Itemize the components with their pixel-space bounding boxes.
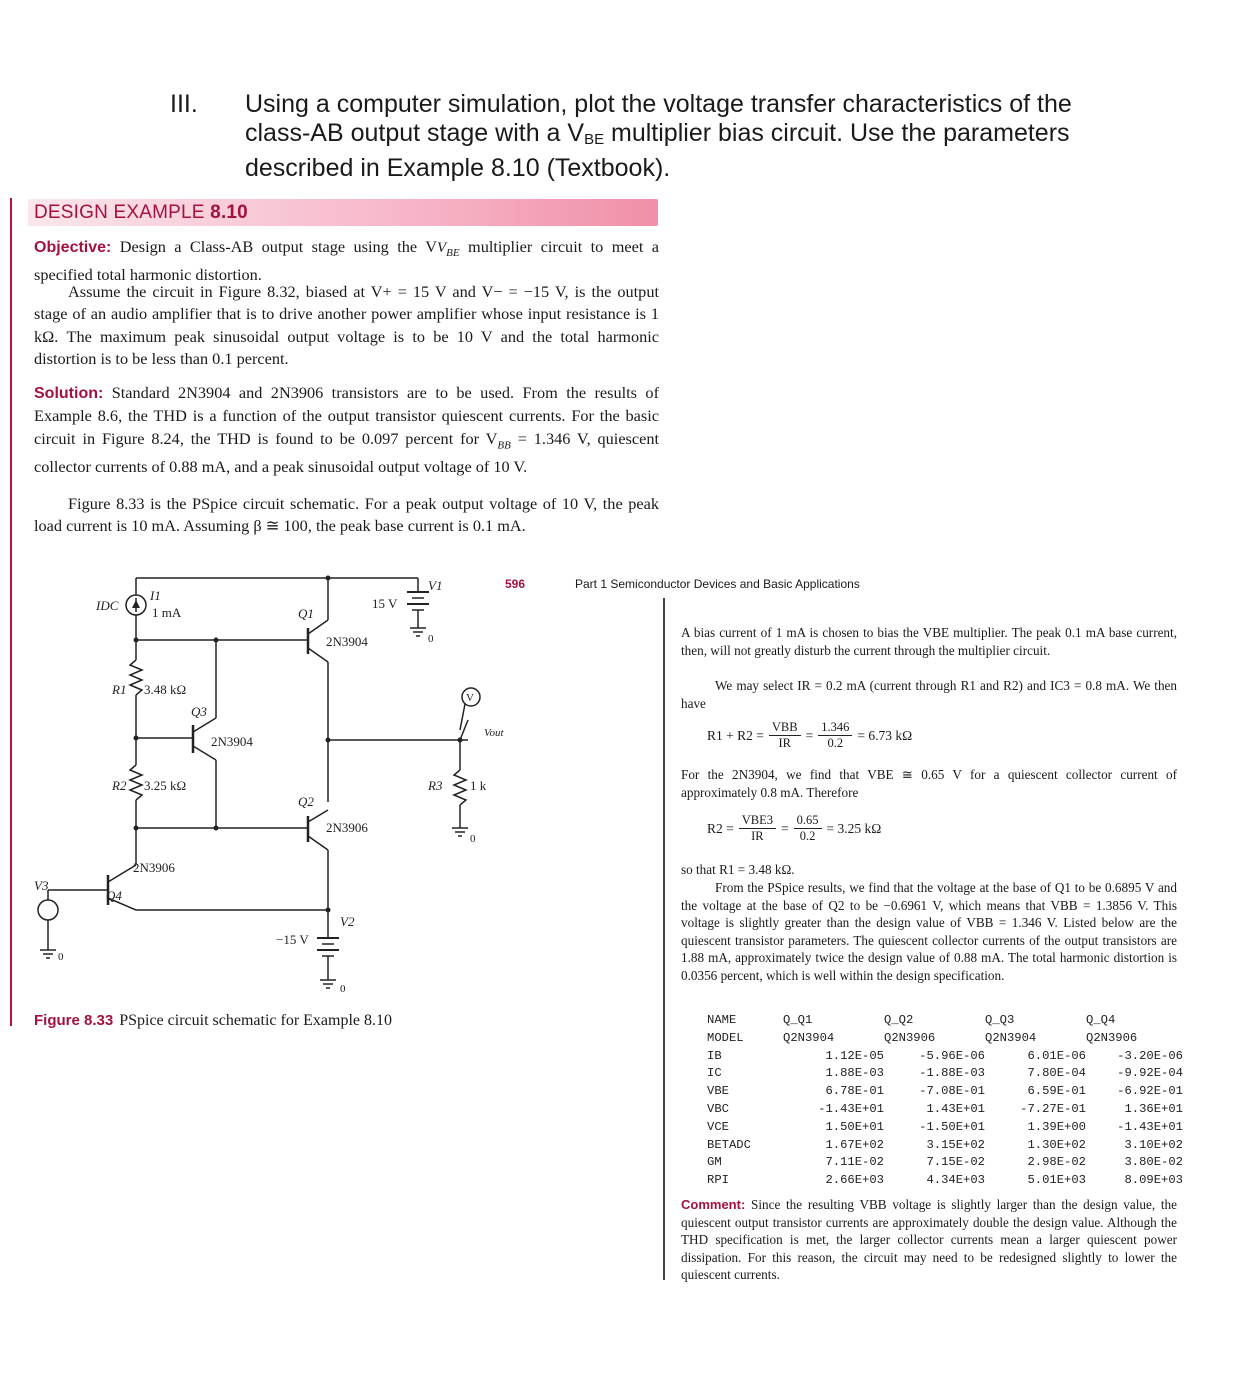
objective-paragraph: Objective: Design a Class-AB output stage using the $VV_{BE}$ multiplier circuit to meet a specified total harmonic distortion.: [34, 237, 659, 285]
table-cell: Q_Q4: [1086, 1013, 1116, 1027]
r1-label: R1: [112, 682, 127, 697]
table-cell: 5.01E+03: [1027, 1173, 1086, 1188]
v2-label: V2: [340, 914, 355, 929]
table-row: [707, 1101, 1183, 1119]
table-cell: 1.36E+01: [1124, 1101, 1183, 1116]
table-cell: Q_Q1: [783, 1013, 813, 1027]
r2-label: R2: [112, 778, 127, 793]
table-cell: Q2N3904: [783, 1030, 835, 1045]
r2-value: 3.25 kΩ: [144, 778, 187, 793]
table-cell: IB: [707, 1048, 722, 1063]
table-cell: GM: [707, 1155, 722, 1170]
table-cell: 6.78E-01: [825, 1084, 884, 1099]
q1-label: Q1: [298, 606, 314, 621]
table-cell: 3.10E+02: [1124, 1137, 1183, 1152]
table-cell: 7.11E-02: [825, 1155, 884, 1170]
table-row: [707, 1030, 1183, 1048]
table-cell: Q_Q2: [884, 1013, 914, 1027]
q4-label: Q4: [106, 888, 122, 903]
transistor-parameter-table: [707, 1012, 1183, 1190]
page-number: 596: [505, 577, 526, 591]
figure-intro-paragraph: Figure 8.33 is the PSpice circuit schematic. For a peak output voltage of 10 V, the peak load current is 10 mA. Assuming β ≅ 100, the peak base current is 0.1 mA.: [34, 494, 659, 536]
pspice-schematic: [28, 570, 504, 1000]
current-arrow-icon: [132, 600, 140, 608]
figure-caption: Figure 8.33 PSpice circuit schematic for Example 8.10: [34, 1012, 393, 1029]
table-cell: 6.59E-01: [1027, 1084, 1086, 1099]
table-row: [707, 1012, 1183, 1030]
table-cell: -7.27E-01: [1020, 1101, 1086, 1116]
q4-model: 2N3906: [133, 860, 175, 875]
table-cell: VCE: [707, 1119, 729, 1134]
ground-label-v2: 0: [340, 983, 346, 995]
table-cell: NAME: [707, 1013, 737, 1027]
i1-label: I1: [150, 588, 161, 603]
table-cell: -7.08E-01: [919, 1084, 985, 1099]
table-cell: MODEL: [707, 1030, 744, 1045]
r3-value: 1 k: [470, 778, 487, 793]
table-cell: -1.88E-03: [919, 1066, 985, 1081]
table-cell: Q2N3906: [884, 1030, 936, 1045]
table-cell: 8.09E+03: [1124, 1173, 1183, 1188]
table-cell: -9.92E-04: [1117, 1066, 1183, 1081]
assume-paragraph: Assume the circuit in Figure 8.32, biased at V+ = 15 V and V− = −15 V, is the output stage of an audio amplifier that is to drive another power amplifier whose input resistance is 1 kΩ. The maximum peak sinusoidal output voltage is to be 10 V and the total harmonic distortion is to be less than 0.1 percent.: [34, 282, 659, 369]
table-cell: -1.50E+01: [919, 1119, 985, 1134]
v2-value: −15 V: [276, 932, 309, 947]
vout-label: Vout: [484, 727, 504, 739]
table-cell: 2.66E+03: [825, 1173, 884, 1188]
table-cell: 1.43E+01: [926, 1101, 985, 1116]
table-cell: Q_Q3: [985, 1013, 1015, 1027]
table-cell: 7.80E-04: [1027, 1066, 1086, 1081]
table-cell: VBE: [707, 1084, 729, 1099]
table-cell: 1.88E-03: [825, 1066, 884, 1081]
q3-model: 2N3904: [211, 734, 253, 749]
q1-model: 2N3904: [326, 634, 368, 649]
v3-source: [38, 900, 58, 920]
r3-label: R3: [428, 778, 443, 793]
v3-label: V3: [34, 878, 49, 893]
equation-r2: R2 = $\frac{\text{VBE3}}{IR}$ = $\frac{0.65}{0.2}$ = 3.25 kΩ: [707, 813, 882, 843]
table-cell: -1.43E+01: [818, 1101, 884, 1116]
table-row: [707, 1172, 1183, 1190]
table-cell: BETADC: [707, 1137, 751, 1152]
table-cell: -5.96E-06: [919, 1048, 985, 1063]
table-cell: 1.30E+02: [1027, 1137, 1086, 1152]
table-cell: Q2N3904: [985, 1030, 1037, 1045]
i1-value: 1 mA: [152, 605, 182, 620]
table-cell: VBC: [707, 1101, 729, 1116]
table-cell: -3.20E-06: [1117, 1048, 1183, 1063]
r3-resistor: [454, 770, 466, 805]
table-cell: 7.15E-02: [926, 1155, 985, 1170]
table-cell: 1.39E+00: [1027, 1119, 1086, 1134]
r2-resistor: [130, 765, 142, 800]
table-cell: 2.98E-02: [1027, 1155, 1086, 1170]
table-cell: -6.92E-01: [1117, 1084, 1183, 1099]
probe-label: V: [466, 692, 474, 704]
left-margin-rule: [10, 198, 12, 1026]
question-text: Using a computer simulation, plot the voltage transfer characteristics of the class-AB output stage with a $V_{BE}$ multiplier bias circuit. Use the parameters described in Example 8.10 (Textbook).: [245, 90, 1072, 182]
table-cell: 3.15E+02: [926, 1137, 985, 1152]
table-row: [707, 1065, 1183, 1083]
table-row: [707, 1083, 1183, 1101]
question-number: III.: [170, 90, 198, 118]
bias-paragraph: A bias current of 1 mA is chosen to bias the VBE multiplier. The peak 0.1 mA base current, then, will not greatly disturb the current through the multiplier circuit.: [681, 625, 1177, 658]
r1-result: so that R1 = 3.48 kΩ.: [681, 862, 795, 877]
table-cell: 1.50E+01: [825, 1119, 884, 1134]
page-header-title: Part 1 Semiconductor Devices and Basic Applications: [575, 577, 860, 591]
r1-resistor: [130, 660, 142, 695]
table-cell: -1.43E+01: [1117, 1119, 1183, 1134]
table-cell: 4.34E+03: [926, 1173, 985, 1188]
table-cell: IC: [707, 1066, 722, 1081]
ground-label-v1: 0: [428, 633, 434, 645]
table-row: [707, 1119, 1183, 1137]
idc-label: IDC: [96, 598, 119, 613]
table-cell: 6.01E-06: [1027, 1048, 1086, 1063]
solution-paragraph: Solution: Standard 2N3904 and 2N3906 transistors are to be used. From the results of Example 8.6, the THD is a function of the output transistor quiescent currents. For the basic circuit in Figure 8.24, the THD is found to be 0.097 percent for $V_{BB} = 1.346$ V, quiescent collector currents of 0.88 mA, and a peak sinusoidal output voltage of 10 V.: [34, 383, 660, 477]
table-cell: 3.80E-02: [1124, 1155, 1183, 1170]
table-cell: RPI: [707, 1173, 729, 1188]
comment-paragraph: Comment: Since the resulting VBB voltage is slightly larger than the design value, the quiescent output transistor currents are approximately double the design value. Although the THD specification is met, the larger collector currents mean a larger quiescent power dissipation. For this reason, the circuit may need to be redesigned slightly to lower the quiescent currents.: [681, 1197, 1177, 1283]
table-row: [707, 1137, 1183, 1155]
ground-label-r3: 0: [470, 833, 476, 845]
pspice-results-paragraph: From the PSpice results, we find that the voltage at the base of Q1 to be 0.6895 V and the voltage at the base of Q2 to be −0.6961 V, which means that VBB = 1.3856 V. This voltage is slightly greater than the design value of VBB = 1.346 V. Listed below are the quiescent transistor parameters. The quiescent collector currents of the output transistors are 1.88 mA, approximately twice the design value of 0.88 mA. The total harmonic distortion is 0.0356 percent, which is well within the design specification.: [681, 880, 1177, 983]
equation-r1-r2: R1 + R2 = $\frac{\text{VBB}}{IR}$ = $\frac{1.346}{0.2}$ = 6.73 kΩ: [707, 720, 913, 750]
table-row: [707, 1048, 1183, 1066]
table-row: [707, 1154, 1183, 1172]
v1-value: 15 V: [372, 596, 398, 611]
q3-label: Q3: [191, 704, 207, 719]
table-cell: Q2N3906: [1086, 1030, 1138, 1045]
select-paragraph: We may select IR = 0.2 mA (current through R1 and R2) and IC3 = 0.8 mA. We then have: [681, 678, 1177, 711]
table-cell: 1.12E-05: [825, 1048, 884, 1063]
vbe-paragraph: For the 2N3904, we find that VBE ≅ 0.65 V for a quiescent collector current of approximately 0.8 mA. Therefore: [681, 767, 1177, 800]
table-cell: 1.67E+02: [825, 1137, 884, 1152]
right-margin-rule: [663, 598, 665, 1280]
q2-model: 2N3906: [326, 820, 368, 835]
ground-label-v3: 0: [58, 951, 64, 963]
v1-label: V1: [428, 578, 443, 593]
q2-label: Q2: [298, 794, 314, 809]
r1-value: 3.48 kΩ: [144, 682, 187, 697]
design-example-title: DESIGN EXAMPLE 8.10: [34, 202, 248, 223]
